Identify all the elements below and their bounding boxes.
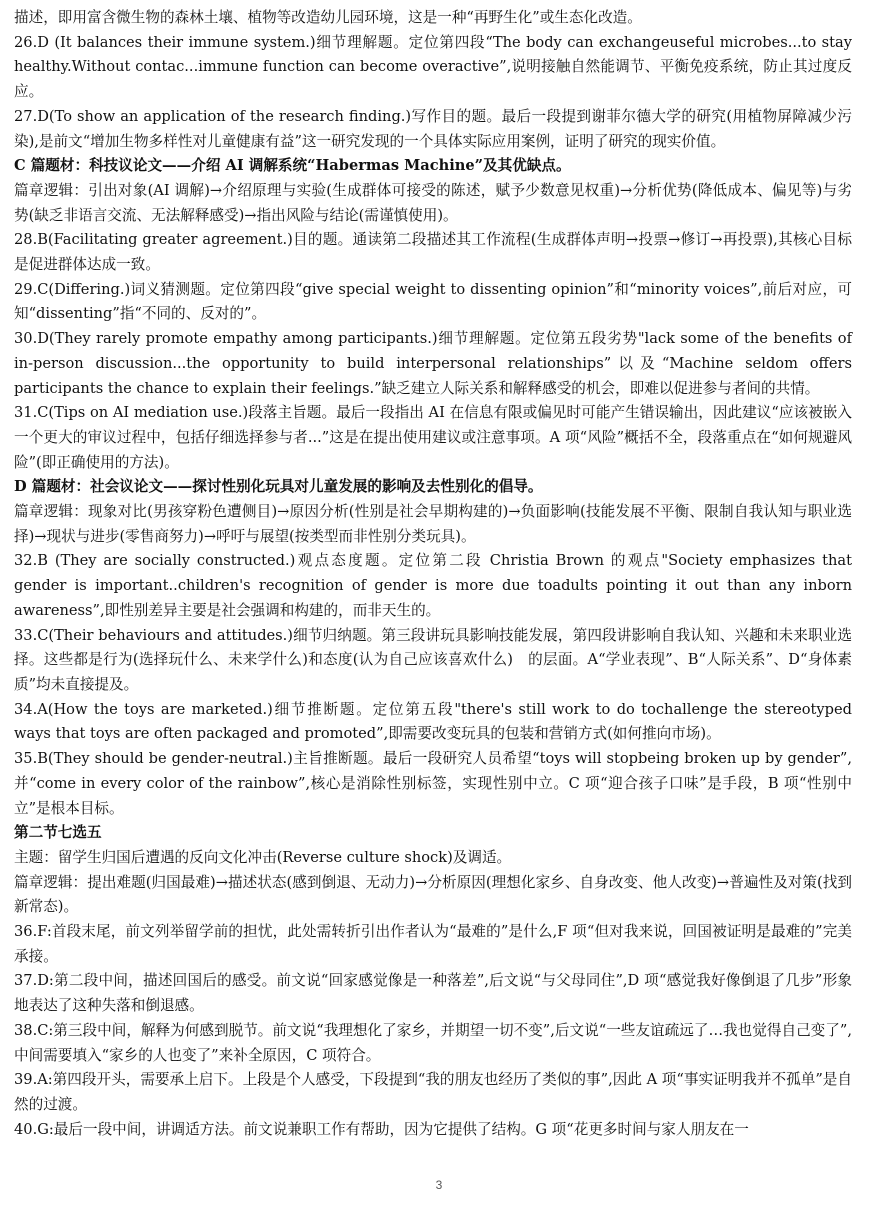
section-heading-seven-choose-five: 第二节七选五 (14, 824, 102, 842)
text-line: 篇章逻辑：现象对比(男孩穿粉色遭侧目)→原因分析(性别是社会早期构建的)→负面影响(技能发展不平衡、限制自我认知与职业选择)→现状与进步(零售商努力)→呼吁与展望(按类型而非性别分类玩具)。 (14, 503, 852, 545)
document-body (14, 6, 852, 1142)
answer-32: 32.B (They are socially constructed.)观点态度题。定位第二段 Christia Brown 的观点"Society emphasizes that gender is important..children's recognition of gender is more due toadults pointing it out than any inborn awareness”,即性别差异主要是社会强调和构建的，而非天生的。 (14, 552, 852, 619)
answer-36: 36.F:首段末尾，前文列举留学前的担忧，此处需转折引出作者认为“最难的”是什么,F 项“但对我来说，回国被证明是最难的”完美承接。 (14, 923, 852, 965)
text-line: 篇章逻辑：引出对象(AI 调解)→介绍原理与实验(生成群体可接受的陈述，赋予少数意见权重)→分析优势(降低成本、偏见等)与劣势(缺乏非语言交流、无法解释感受)→指出风险与结论(需谨慎使用)。 (14, 181, 852, 224)
section-heading-c: C 篇题材：科技议论文——介绍 AI 调解系统“Habermas Machine”及其优缺点。 (14, 157, 571, 175)
text-line: 篇章逻辑：提出难题(归国最难)→描述状态(感到倒退、无动力)→分析原因(理想化家乡、自身改变、他人改变)→普遍性及对策(找到新常态)。 (14, 873, 852, 916)
answer-29: 29.C(Differing.)词义猜测题。定位第四段“give special weight to dissenting opinion”和“minority voices”,前后对应，可知“dissenting”指“不同的、反对的”。 (14, 280, 852, 323)
answer-28: 28.B(Facilitating greater agreement.)目的题。通读第二段描述其工作流程(生成群体声明→投票→修订→再投票),其核心目标是促进群体达成一致。 (14, 231, 852, 274)
answer-34: 34.A(How the toys are marketed.)细节推断题。定位第五段"there's still work to do tochallenge the stereotyped ways that toys are often packaged and promoted”,即需要改变玩具的包装和营销方式(如何推向市场)。 (14, 700, 852, 743)
answer-31: 31.C(Tips on AI mediation use.)段落主旨题。最后一段指出 AI 在信息有限或偏见时可能产生错误输出，因此建议“应该被嵌入一个更大的审议过程中，包括仔细选择参与者...”这是在提出使用建议或注意事项。A 项“风险”概括不全，段落重点在“如何规避风险”(即正确使用的方法)。 (14, 404, 852, 471)
answer-33: 33.C(Their behaviours and attitudes.)细节归纳题。第三段讲玩具影响技能发展，第四段讲影响自我认知、兴趣和未来职业选择。这些都是行为(选择玩什么、未来学什么)和态度(认为自己应该喜欢什么) 的层面。A“学业表现”、B“人际关系”、D“身体素质”均未直接提及。 (14, 626, 852, 693)
answer-27: 27.D(To show an application of the research finding.)写作目的题。最后一段提到谢菲尔德大学的研究(用植物屏障减少污染),是前文“增加生物多样性对儿童健康有益”这一研究发现的一个具体实际应用案例，证明了研究的现实价值。 (14, 107, 852, 150)
text-line: 主题：留学生归国后遭遇的反向文化冲击(Reverse culture shock)及调适。 (14, 848, 512, 866)
answer-30: 30.D(They rarely promote empathy among participants.)细节理解题。定位第五段劣势"lack some of the benefits of in-person discussion...the opportunity to build interpersonal relationships”以及“Machine seldom offers participants the chance to explain their feelings.”缺乏建立人际关系和解释感受的机会，即难以促进参与者间的共情。 (14, 330, 852, 397)
section-heading-d: D 篇题材：社会议论文——探讨性别化玩具对儿童发展的影响及去性别化的倡导。 (14, 478, 543, 496)
answer-39: 39.A:第四段开头，需要承上启下。上段是个人感受，下段提到“我的朋友也经历了类似的事”,因此 A 项“事实证明我并不孤单”是自然的过渡。 (14, 1071, 852, 1113)
answer-26: 26.D (It balances their immune system.)细节理解题。定位第四段“The body can exchangeuseful microbes...to stay healthy.Without contac...immune function can become overactive”,说明接触自然能调节、平衡免疫系统，防止其过度反应。 (14, 33, 852, 101)
answer-38: 38.C:第三段中间，解释为何感到脱节。前文说“我理想化了家乡，并期望一切不变”,后文说“一些友谊疏远了…我也觉得自己变了”,中间需要填入“家乡的人也变了”来补全原因，C 项符合。 (14, 1021, 852, 1064)
page-number: 3 (435, 1178, 443, 1192)
answer-37: 37.D:第二段中间，描述回国后的感受。前文说“回家感觉像是一种落差”,后文说“与父母同住”,D 项“感觉我好像倒退了几步”形象地表达了这种失落和倒退感。 (14, 972, 852, 1015)
text-line: 描述，即用富含微生物的森林土壤、植物等改造幼儿园环境，这是一种“再野生化”或生态化改造。 (14, 9, 642, 26)
answer-40: 40.G:最后一段中间，讲调适方法。前文说兼职工作有帮助，因为它提供了结构。G 项“花更多时间与家人朋友在一 (14, 1120, 749, 1138)
answer-35: 35.B(They should be gender-neutral.)主旨推断题。最后一段研究人员希望“toys will stopbeing broken up by gender”,并“come in every color of the rainbow”,核心是消除性别标签，实现性别中立。C 项“迎合孩子口味”是手段，B 项“性别中立”是根本目标。 (14, 750, 852, 817)
